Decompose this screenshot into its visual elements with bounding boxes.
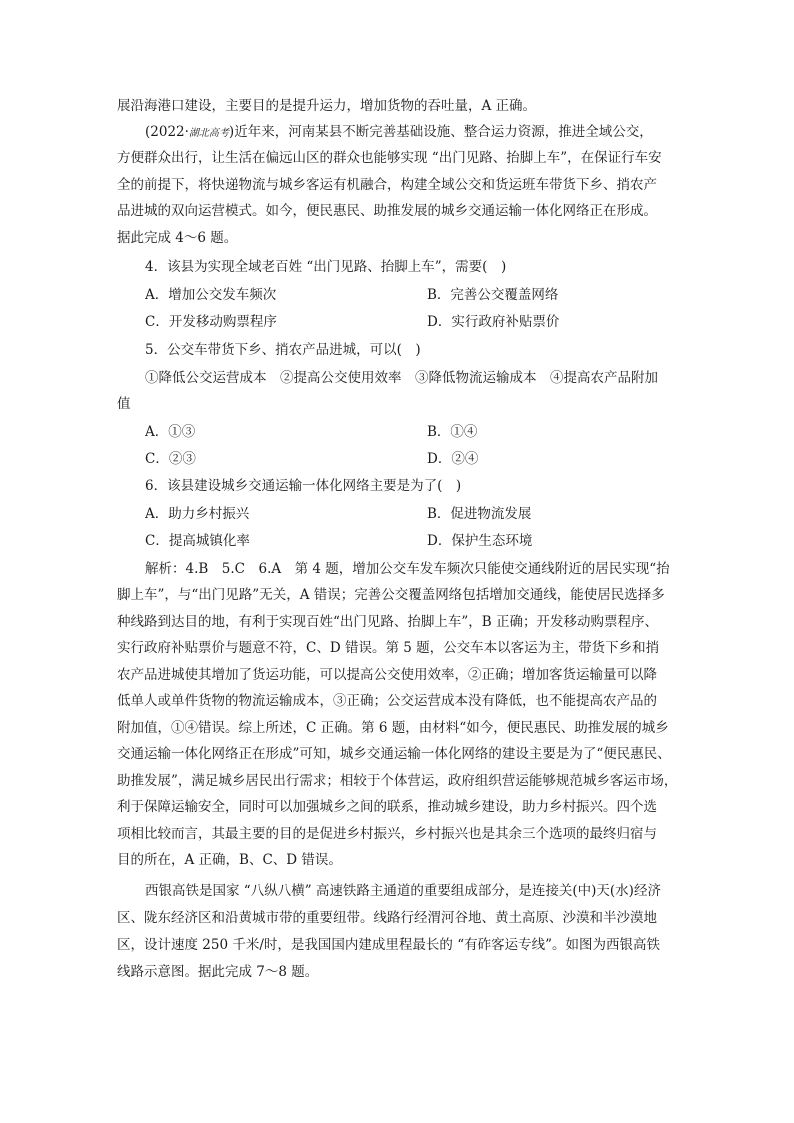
question-4-option-c: C．开发移动购票程序 xyxy=(145,314,277,330)
question-5-items-wrap: 值 xyxy=(117,396,131,412)
analysis-line: 种线路到达目的地，有利于实现百姓“出门见路、抬脚上车”，B 正确；开发移动购票程序、 xyxy=(117,614,659,630)
analysis-line: 交通运输一体化网络正在形成”可知，城乡交通运输一体化网络的建设主要是为了“便民惠民、 xyxy=(117,746,671,762)
analysis-line: 低单人或单件货物的物流运输成本，③正确；公交运营成本没有降低，也不能提高农产品的 xyxy=(117,693,657,709)
question-4-stem: 4．该县为实现全域老百姓 “出门见路、抬脚上车”，需要( ) xyxy=(145,259,507,275)
paragraph-line: 展沿海港口建设，主要目的是提升运力，增加货物的吞吐量，A 正确。 xyxy=(117,98,537,114)
material-7-8-line: 区、陇东经济区和沿黄城市带的重要纽带。线路行经渭河谷地、黄土高原、沙漠和半沙漠地 xyxy=(117,910,657,926)
question-6-option-d: D．保护生态环境 xyxy=(427,533,533,549)
year-tag-close: ) xyxy=(228,124,235,140)
material-7-8-line: 线路示意图。据此完成 7～8 题。 xyxy=(117,964,319,980)
question-6-option-a: A．助力乡村振兴 xyxy=(145,506,250,522)
question-5-option-b: B．①④ xyxy=(427,424,478,440)
material-7-8-line: 西银高铁是国家 “八纵八横” 高速铁路主通道的重要组成部分，是连接关(中)天(水)经济 xyxy=(145,883,661,899)
material-line: 方便群众出行，让生活在偏远山区的群众也能够实现 “出门见路、抬脚上车”，在保证行车安 xyxy=(117,150,662,166)
question-4-option-b: B．完善公交覆盖网络 xyxy=(427,287,559,303)
question-5-items: ①降低公交运营成本 ②提高公交使用效率 ③降低物流运输成本 ④提高农产品附加 xyxy=(145,370,658,386)
analysis-line: 解析：4.B 5.C 6.A 第 4 题，增加公交车发车频次只能使交通线附近的居民实现“抬 xyxy=(145,561,670,577)
analysis-line: 目的所在，A 正确，B、C、D 错误。 xyxy=(117,852,342,868)
material-7-8-line: 区，设计速度 250 千米/时，是我国国内建成里程最长的 “有砟客运专线”。如图为西银高铁 xyxy=(117,937,660,953)
question-6-option-c: C．提高城镇化率 xyxy=(145,533,250,549)
question-5-option-c: C．②③ xyxy=(145,451,196,467)
material-line: 据此完成 4～6 题。 xyxy=(117,230,238,246)
question-5-option-a: A．①③ xyxy=(145,424,196,440)
question-5-option-d: D．②④ xyxy=(427,451,479,467)
question-5-stem: 5．公交车带货下乡、捎农产品进城，可以( ) xyxy=(145,342,421,358)
analysis-line: 脚上车”，与“出门见路”无关，A 错误；完善公交覆盖网络包括增加交通线，能使居民选择多 xyxy=(117,587,665,603)
analysis-line: 附加值，①④错误。综上所述，C 正确。第 6 题，由材料“如今，便民惠民、助推发展的城乡 xyxy=(117,720,669,736)
year-tag-open: (2022· xyxy=(145,124,189,140)
analysis-line: 项相比较而言，其最主要的目的是促进乡村振兴，乡村振兴也是其余三个选项的最终归宿与 xyxy=(117,826,657,842)
question-4-option-a: A．增加公交发车频次 xyxy=(145,287,277,303)
question-6-option-b: B．促进物流发展 xyxy=(427,506,532,522)
material-4-6-first-line xyxy=(145,122,685,144)
source-tag: 湖北高考 xyxy=(188,128,229,139)
material-line: 全的前提下，将快递物流与城乡客运有机融合，构建全域公交和货运班车带货下乡、捎农产 xyxy=(117,177,657,193)
material-text: 近年来，河南某县不断完善基础设施、整合运力资源，推进全域公交， xyxy=(234,124,653,140)
analysis-line: 利于保障运输安全，同时可以加强城乡之间的联系，推动城乡建设，助力乡村振兴。四个选 xyxy=(117,799,657,815)
question-6-stem: 6．该县建设城乡交通运输一体化网络主要是为了( ) xyxy=(145,478,462,494)
analysis-line: 实行政府补贴票价与题意不符，C、D 错误。第 5 题，公交车本以客运为主，带货下乡和捎 xyxy=(117,640,660,656)
question-4-option-d: D．实行政府补贴票价 xyxy=(427,314,560,330)
material-line: 品进城的双向运营模式。如今，便民惠民、助推发展的城乡交通运输一体化网络正在形成。 xyxy=(117,203,657,219)
analysis-line: 助推发展”，满足城乡居民出行需求；相较于个体营运，政府组织营运能够规范城乡客运市场， xyxy=(117,773,678,789)
analysis-line: 农产品进城使其增加了货运功能，可以提高公交使用效率，②正确；增加客货运输量可以降 xyxy=(117,667,657,683)
